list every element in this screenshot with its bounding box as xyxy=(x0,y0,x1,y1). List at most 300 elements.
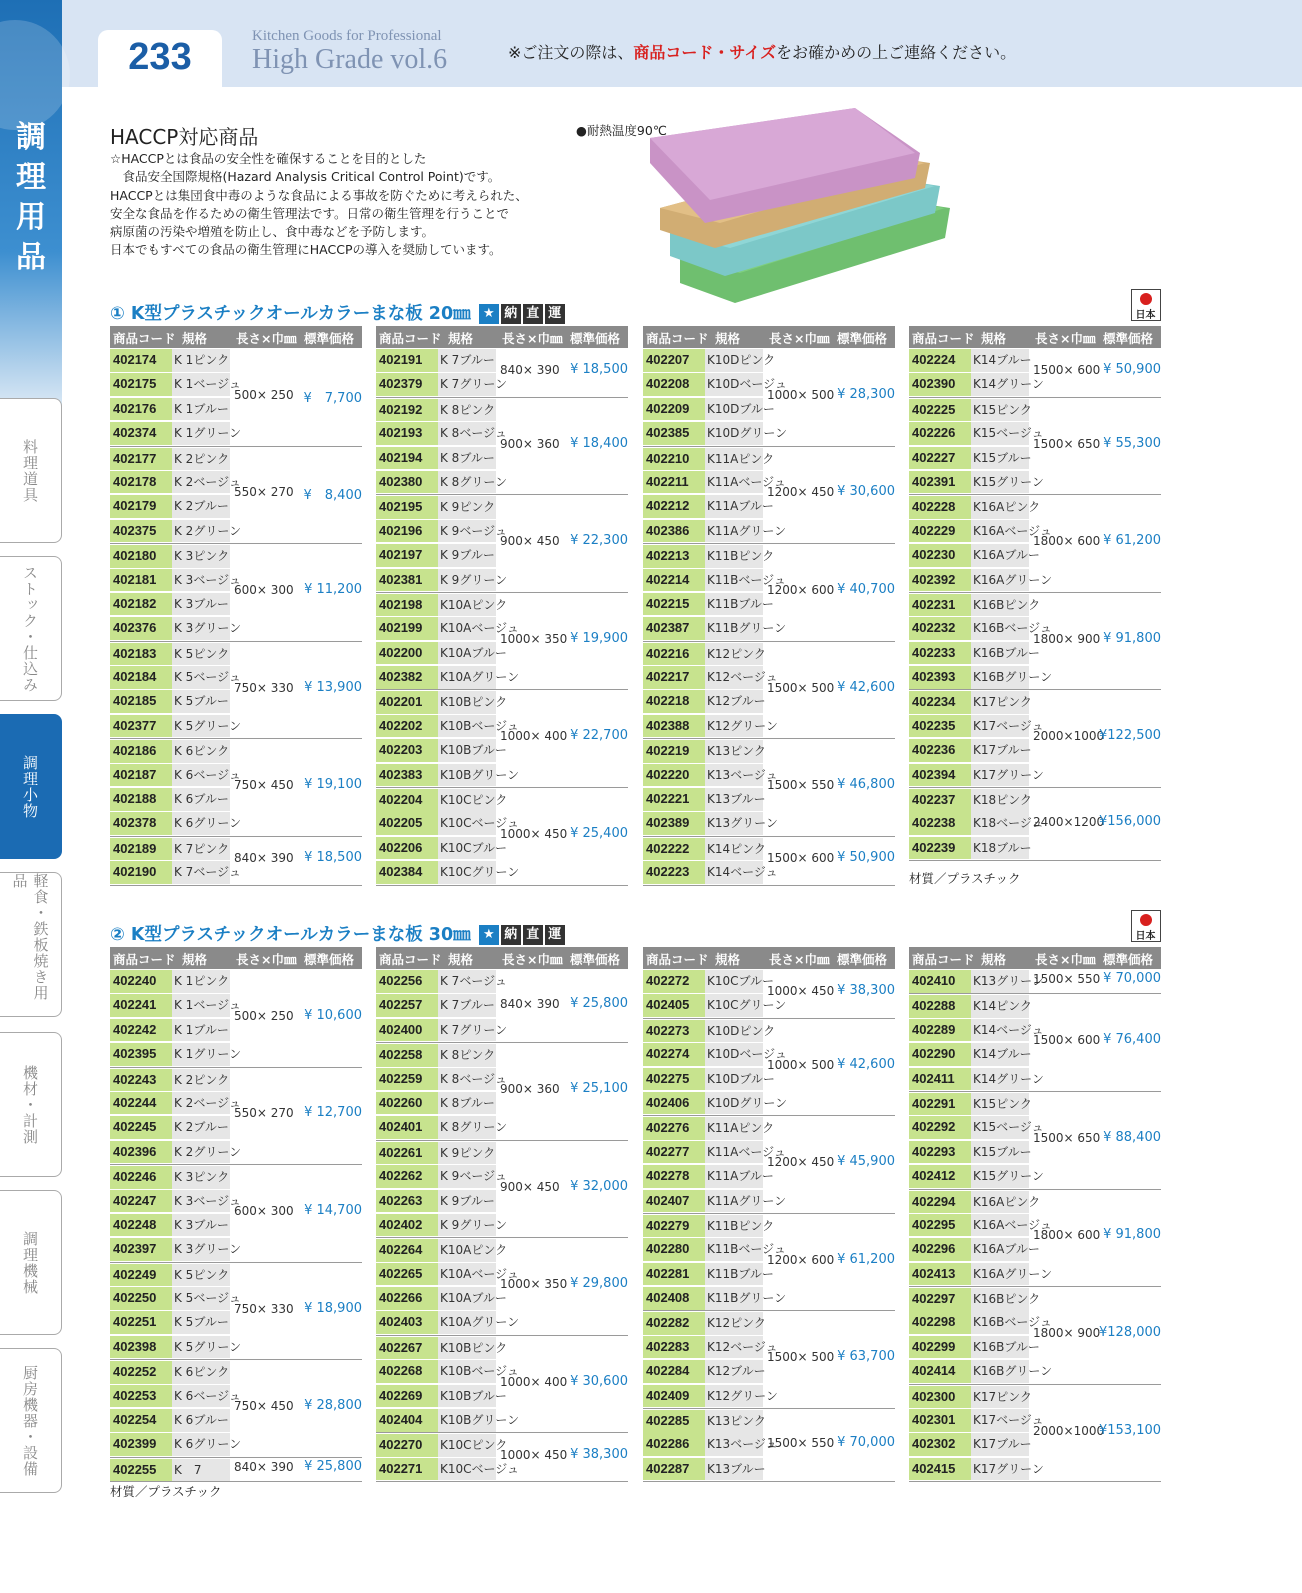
product-spec: K10Aベージュ xyxy=(438,617,496,640)
product-code: 402293 xyxy=(909,1141,971,1164)
product-code: 402241 xyxy=(110,994,172,1017)
product-spec: K16Aピンク xyxy=(971,1191,1029,1214)
product-spec: K10Cベージュ xyxy=(438,1458,496,1481)
product-code: 402298 xyxy=(909,1311,971,1334)
product-spec: K 6ピンク xyxy=(172,1361,230,1384)
product-spec: K 5ベージュ xyxy=(172,666,230,689)
table-header xyxy=(110,947,362,969)
product-code: 402270 xyxy=(376,1434,438,1457)
table-row xyxy=(909,1091,1161,1115)
product-code: 402204 xyxy=(376,789,438,812)
product-spec: K18ベージュ xyxy=(971,812,1029,835)
product-spec: K 3ベージュ xyxy=(172,569,230,592)
product-spec: K 6グリーン xyxy=(172,1433,230,1456)
product-code: 402393 xyxy=(909,666,971,689)
product-code: 402297 xyxy=(909,1288,971,1311)
side-main-char: 調 xyxy=(16,120,46,155)
standard-price: ¥128,000 xyxy=(1099,1325,1162,1340)
brand-line1: Kitchen Goods for Professional xyxy=(252,28,442,44)
side-main-label xyxy=(0,118,62,278)
product-code: 402217 xyxy=(643,666,705,689)
product-code: 402286 xyxy=(643,1433,705,1456)
product-spec: K17グリーン xyxy=(971,1458,1029,1481)
table-row xyxy=(643,519,895,543)
product-code: 402259 xyxy=(376,1068,438,1091)
product-spec: K 5ピンク xyxy=(172,643,230,666)
product-spec: K 2ピンク xyxy=(172,1069,230,1092)
product-spec: K 1ベージュ xyxy=(172,373,230,396)
product-code: 402380 xyxy=(376,471,438,494)
standard-price: ¥ 46,800 xyxy=(837,777,895,793)
table-row xyxy=(909,1189,1161,1213)
board-size: 1000× 500 xyxy=(767,387,835,402)
product-code: 402260 xyxy=(376,1092,438,1115)
board-size: 1500× 600 xyxy=(1033,1033,1101,1048)
header-cell: 商品コード xyxy=(646,952,709,967)
haccp-title: HACCP対応商品 xyxy=(110,125,259,149)
side-tab-measuring[interactable] xyxy=(0,1032,62,1177)
product-code: 402264 xyxy=(376,1239,438,1262)
product-spec: K 8ベージュ xyxy=(438,422,496,445)
product-spec: K 7ブルー xyxy=(438,994,496,1017)
board-size: 1200× 600 xyxy=(767,1252,835,1267)
header-cell: 商品コード xyxy=(379,952,442,967)
header-cell: 商品コード xyxy=(912,331,975,346)
header-cell: 長さ×巾㎜ xyxy=(236,331,297,346)
product-code: 402282 xyxy=(643,1312,705,1335)
product-code: 402389 xyxy=(643,812,705,835)
header-cell: 商品コード xyxy=(113,952,176,967)
product-code: 402188 xyxy=(110,788,172,811)
product-spec: K10Cブルー xyxy=(438,837,496,860)
product-code: 402198 xyxy=(376,594,438,617)
board-size: 750× 330 xyxy=(234,680,294,695)
product-code: 402227 xyxy=(909,447,971,470)
table-row xyxy=(376,787,628,811)
standard-price: ¥ 8,400 xyxy=(303,488,362,504)
product-spec: K 2グリーン xyxy=(172,1141,230,1164)
section2-table-col3 xyxy=(643,947,895,1482)
product-spec: K 1ベージュ xyxy=(172,994,230,1017)
product-code: 402285 xyxy=(643,1410,705,1433)
board-size: 1500× 500 xyxy=(767,680,835,695)
table-header xyxy=(909,947,1161,969)
product-code: 402209 xyxy=(643,398,705,421)
product-spec: K12ベージュ xyxy=(705,666,763,689)
product-code: 402208 xyxy=(643,373,705,396)
product-spec: K10Dベージュ xyxy=(705,373,763,396)
product-spec: K16Bブルー xyxy=(971,642,1029,665)
standard-price: ¥ 14,700 xyxy=(304,1203,362,1218)
product-spec: K17ブルー xyxy=(971,1433,1029,1456)
haccp-description: ☆HACCPとは食品の安全性を確保することを目的とした 食品安全国際規格(Hazard Analysis Critical Control Point)です。 HACCPとは集団食中毒のような食品による事故を防ぐために考えられた、 安全な食品を作るための衛生管理法です。日常の衛生管理を行うことで 病原菌の汚染や増殖を防止し、食中毒などを予防します。 日本でもすべての食品の衛生管理にHACCPの導入を奨励しています。 xyxy=(110,151,528,258)
standard-price: ¥ 18,500 xyxy=(570,362,628,378)
product-spec: K10Aブルー xyxy=(438,642,496,665)
product-code: 402230 xyxy=(909,544,971,567)
product-code: 402225 xyxy=(909,399,971,422)
header-cell: 長さ×巾㎜ xyxy=(236,952,297,967)
product-code: 402237 xyxy=(909,789,971,812)
origin-label: 日本 xyxy=(1135,310,1156,321)
header-cell: 商品コード xyxy=(646,331,709,346)
product-code: 402239 xyxy=(909,837,971,860)
product-spec: K18ピンク xyxy=(971,789,1029,812)
page-number: 233 xyxy=(128,36,192,78)
product-spec: K10Aグリーン xyxy=(438,1311,496,1334)
table-row xyxy=(643,348,895,372)
product-code: 402414 xyxy=(909,1360,971,1383)
board-size: 1000× 450 xyxy=(767,984,835,999)
side-tab-label: 調理機械 xyxy=(21,1230,39,1295)
side-main-char: 用 xyxy=(16,200,46,235)
board-size: 900× 360 xyxy=(500,1082,560,1096)
product-spec: K11Aグリーン xyxy=(705,1190,763,1213)
product-spec: K16Bグリーン xyxy=(971,666,1029,689)
table-row xyxy=(909,1457,1161,1481)
product-code: 402404 xyxy=(376,1409,438,1432)
table-row xyxy=(643,714,895,738)
standard-price: ¥ 18,400 xyxy=(570,435,628,451)
product-spec: K13ベージュ xyxy=(705,1433,763,1456)
product-code: 402407 xyxy=(643,1190,705,1213)
product-code: 402291 xyxy=(909,1093,971,1116)
product-spec: K 1ピンク xyxy=(172,349,230,372)
table-row xyxy=(909,1286,1161,1310)
board-size: 500× 250 xyxy=(234,387,294,402)
header-cell: 規格 xyxy=(182,331,208,346)
product-spec: K 3ピンク xyxy=(172,545,230,568)
standard-price: ¥ 38,300 xyxy=(570,1447,628,1462)
table-row xyxy=(643,1408,895,1432)
header-cell: 長さ×巾㎜ xyxy=(502,331,563,346)
product-spec: K10Bピンク xyxy=(438,691,496,714)
product-code: 402376 xyxy=(110,617,172,640)
board-size: 750× 450 xyxy=(234,778,294,793)
product-spec: K 9ピンク xyxy=(438,496,496,519)
standard-price: ¥ 28,300 xyxy=(837,386,895,402)
product-code: 402258 xyxy=(376,1044,438,1067)
standard-price: ¥153,100 xyxy=(1099,1422,1162,1438)
product-spec: K13ピンク xyxy=(705,740,763,763)
product-code: 402219 xyxy=(643,740,705,763)
side-tab-kitchen-accessories[interactable] xyxy=(0,714,62,859)
table-row xyxy=(643,811,895,835)
product-code: 402288 xyxy=(909,995,971,1018)
product-code: 402210 xyxy=(643,448,705,471)
product-spec: K 7ベージュ xyxy=(172,861,230,884)
product-spec: K14ベージュ xyxy=(971,1019,1029,1042)
product-spec: K10Bグリーン xyxy=(438,764,496,787)
product-code: 402398 xyxy=(110,1336,172,1359)
product-code: 402189 xyxy=(110,838,172,861)
board-size: 1500× 550 xyxy=(1033,972,1101,987)
side-tab-stock[interactable] xyxy=(0,556,62,701)
direct-badge-icon: 直 xyxy=(523,304,543,324)
table-row xyxy=(909,1359,1161,1383)
product-code: 402287 xyxy=(643,1458,705,1481)
product-spec: K 7グリーン xyxy=(438,1019,496,1042)
product-code: 402175 xyxy=(110,373,172,396)
product-spec: K10Aピンク xyxy=(438,594,496,617)
product-spec: K 9ピンク xyxy=(438,1142,496,1165)
header-cell: 標準価格 xyxy=(570,331,621,346)
side-tab-label: 料理道具 xyxy=(21,438,39,503)
product-code: 402377 xyxy=(110,715,172,738)
product-spec: K17ブルー xyxy=(971,739,1029,762)
product-code: 402268 xyxy=(376,1360,438,1383)
flag-dot-icon xyxy=(1140,914,1152,926)
product-code: 402300 xyxy=(909,1386,971,1409)
product-code: 402403 xyxy=(376,1311,438,1334)
product-code: 402174 xyxy=(110,349,172,372)
table-row xyxy=(376,665,628,689)
side-main-char: 品 xyxy=(16,240,46,275)
product-spec: K 5ベージュ xyxy=(172,1287,230,1310)
table-row xyxy=(376,1237,628,1261)
order-notice xyxy=(508,40,1016,63)
table-row xyxy=(909,836,1161,860)
product-code: 402405 xyxy=(643,994,705,1017)
product-spec: K15ブルー xyxy=(971,447,1029,470)
board-size: 1000× 500 xyxy=(767,1057,835,1072)
product-code: 402220 xyxy=(643,764,705,787)
product-spec: K11Aピンク xyxy=(705,1117,763,1140)
product-code: 402289 xyxy=(909,1019,971,1042)
product-code: 402383 xyxy=(376,764,438,787)
heat-resistance: ●耐熱温度90℃ xyxy=(576,123,667,138)
standard-price: ¥ 63,700 xyxy=(837,1349,895,1365)
product-code: 402183 xyxy=(110,643,172,666)
product-spec: K17ベージュ xyxy=(971,715,1029,738)
product-code: 402386 xyxy=(643,520,705,543)
product-spec: K13ブルー xyxy=(705,788,763,811)
product-code: 402251 xyxy=(110,1311,172,1334)
product-spec: K 1グリーン xyxy=(172,422,230,445)
section1-title-text: ① K型プラスチックオールカラーまな板 20㎜ xyxy=(110,304,471,324)
product-spec: K 7ブルー xyxy=(438,349,496,372)
product-code: 402388 xyxy=(643,715,705,738)
table-row xyxy=(110,446,362,470)
standard-price: ¥ 22,700 xyxy=(570,728,628,744)
table-bottom-rule xyxy=(376,885,628,886)
standard-price: ¥ 42,600 xyxy=(837,679,895,695)
product-spec: K11Aグリーン xyxy=(705,520,763,543)
product-code: 402276 xyxy=(643,1117,705,1140)
product-spec: K 1ブルー xyxy=(172,398,230,421)
product-code: 402406 xyxy=(643,1092,705,1115)
section2-table-col4 xyxy=(909,947,1161,1482)
product-spec: K 8ピンク xyxy=(438,1044,496,1067)
notice-post: をお確かめの上ご連絡ください。 xyxy=(776,43,1017,62)
table-row xyxy=(643,1384,895,1408)
product-spec: K 8ベージュ xyxy=(438,1068,496,1091)
decor-circle xyxy=(0,20,70,130)
table-row xyxy=(643,421,895,445)
table-row xyxy=(376,1018,628,1042)
product-code: 402205 xyxy=(376,812,438,835)
product-spec: K 1ピンク xyxy=(172,970,230,993)
product-spec: K10Dブルー xyxy=(705,1068,763,1091)
table-row xyxy=(909,397,1161,421)
product-spec: K11Bベージュ xyxy=(705,1238,763,1261)
product-spec: K 9ベージュ xyxy=(438,520,496,543)
product-code: 402415 xyxy=(909,1458,971,1481)
product-spec: K10Dピンク xyxy=(705,349,763,372)
product-code: 402214 xyxy=(643,569,705,592)
standard-price: ¥ 10,600 xyxy=(304,1007,362,1023)
header-cell: 商品コード xyxy=(113,331,176,346)
product-spec: K10Dグリーン xyxy=(705,422,763,445)
product-code: 402195 xyxy=(376,496,438,519)
product-code: 402186 xyxy=(110,740,172,763)
product-code: 402375 xyxy=(110,520,172,543)
side-tab-snack-griddle[interactable] xyxy=(0,872,62,1017)
product-spec: K16Aピンク xyxy=(971,496,1029,519)
product-code: 402226 xyxy=(909,422,971,445)
product-code: 402182 xyxy=(110,593,172,616)
table-row xyxy=(110,1042,362,1066)
product-code: 402399 xyxy=(110,1433,172,1456)
product-code: 402384 xyxy=(376,861,438,884)
product-spec: K13ベージュ xyxy=(705,764,763,787)
product-code: 402193 xyxy=(376,422,438,445)
product-spec: K 3ベージュ xyxy=(172,1190,230,1213)
section1-material: 材質／プラスチック xyxy=(909,871,1021,886)
product-code: 402203 xyxy=(376,739,438,762)
board-size: 1800× 900 xyxy=(1033,631,1101,646)
product-spec: K11Bピンク xyxy=(705,1215,763,1238)
product-spec: K12ピンク xyxy=(705,1312,763,1335)
made-in-japan-icon xyxy=(1131,910,1161,942)
table-row xyxy=(110,1262,362,1286)
side-tab-cooking-tools[interactable] xyxy=(0,398,62,543)
product-code: 402271 xyxy=(376,1458,438,1481)
standard-price: ¥ 61,200 xyxy=(1103,533,1161,549)
product-code: 402272 xyxy=(643,970,705,993)
product-spec: K10Bベージュ xyxy=(438,1360,496,1383)
product-spec: K10Cグリーン xyxy=(705,994,763,1017)
table-bottom-rule xyxy=(376,1481,628,1482)
table-row xyxy=(110,714,362,738)
table-row xyxy=(110,1164,362,1188)
table-row xyxy=(909,1164,1161,1188)
side-tab-cooking-machines[interactable] xyxy=(0,1190,62,1335)
product-spec: K10Dブルー xyxy=(705,398,763,421)
side-tab-label: 軽食・鉄板焼き用品 xyxy=(10,873,50,1001)
product-spec: K15グリーン xyxy=(971,1165,1029,1188)
made-in-japan-icon xyxy=(1131,289,1161,321)
product-spec: K13ブルー xyxy=(705,1458,763,1481)
table-row xyxy=(909,1384,1161,1408)
product-spec: K15ピンク xyxy=(971,399,1029,422)
table-row xyxy=(110,519,362,543)
delivery-badge-icon: 納 xyxy=(501,304,521,324)
product-code: 402216 xyxy=(643,643,705,666)
standard-price: ¥ 42,600 xyxy=(837,1056,895,1072)
product-code: 402224 xyxy=(909,349,971,372)
standard-price: ¥ 70,000 xyxy=(837,1434,895,1450)
side-tab-kitchen-equipment[interactable] xyxy=(0,1348,62,1493)
standard-price: ¥156,000 xyxy=(1099,813,1162,829)
table-row xyxy=(909,1067,1161,1091)
product-code: 402262 xyxy=(376,1165,438,1188)
standard-price: ¥ 25,800 xyxy=(570,995,628,1011)
table-row xyxy=(643,641,895,665)
product-code: 402280 xyxy=(643,1238,705,1261)
product-code: 402177 xyxy=(110,448,172,471)
header-cell: 標準価格 xyxy=(304,952,355,967)
product-spec: K10Cベージュ xyxy=(438,812,496,835)
table-row xyxy=(909,763,1161,787)
table-row xyxy=(110,1140,362,1164)
product-code: 402266 xyxy=(376,1287,438,1310)
product-spec: K 9ブルー xyxy=(438,544,496,567)
board-size: 840× 390 xyxy=(500,996,560,1011)
product-code: 402267 xyxy=(376,1337,438,1360)
table-row xyxy=(909,1262,1161,1286)
table-header xyxy=(643,326,895,348)
product-spec: K 9グリーン xyxy=(438,569,496,592)
board-size: 550× 270 xyxy=(234,485,294,500)
section1-table-col2 xyxy=(376,326,628,886)
product-code: 402275 xyxy=(643,1068,705,1091)
product-code: 402395 xyxy=(110,1043,172,1066)
product-spec: K17ベージュ xyxy=(971,1409,1029,1432)
product-spec: K12ブルー xyxy=(705,690,763,713)
delivery-badge-icon: 納 xyxy=(501,925,521,945)
product-code: 402391 xyxy=(909,471,971,494)
product-code: 402256 xyxy=(376,970,438,993)
board-size: 750× 450 xyxy=(234,1399,294,1414)
table-row xyxy=(110,1067,362,1091)
standard-price: ¥ 19,100 xyxy=(304,777,362,793)
table-row xyxy=(643,446,895,470)
board-size: 1500× 650 xyxy=(1033,1130,1101,1145)
product-code: 402184 xyxy=(110,666,172,689)
board-size: 900× 450 xyxy=(500,534,560,549)
header-cell: 規格 xyxy=(448,952,474,967)
table-row xyxy=(110,616,362,640)
header-cell: 長さ×巾㎜ xyxy=(1035,952,1096,967)
product-spec: K13ピンク xyxy=(705,1410,763,1433)
product-code: 402192 xyxy=(376,399,438,422)
standard-price: ¥ 50,900 xyxy=(837,850,895,866)
direct-badge-icon: 直 xyxy=(523,925,543,945)
table-row xyxy=(643,1310,895,1334)
table-row xyxy=(376,860,628,884)
board-size: 1200× 600 xyxy=(767,583,835,597)
table-row xyxy=(643,1018,895,1042)
board-size: 1800× 600 xyxy=(1033,534,1101,549)
standard-price: ¥ 22,300 xyxy=(570,533,628,549)
product-spec: K15ピンク xyxy=(971,1093,1029,1116)
product-spec: K16Aベージュ xyxy=(971,520,1029,543)
standard-price: ¥ 25,100 xyxy=(570,1081,628,1096)
board-size: 1500× 550 xyxy=(767,778,835,793)
product-code: 402295 xyxy=(909,1214,971,1237)
standard-price: ¥ 40,700 xyxy=(837,582,895,597)
board-size: 1500× 550 xyxy=(767,1435,835,1450)
product-code: 402390 xyxy=(909,373,971,396)
product-spec: K 6ベージュ xyxy=(172,764,230,787)
product-spec: K11Aベージュ xyxy=(705,1141,763,1164)
product-spec: K12ピンク xyxy=(705,643,763,666)
product-code: 402299 xyxy=(909,1336,971,1359)
section1-table-col1 xyxy=(110,326,362,886)
table-row xyxy=(376,1335,628,1359)
table-row xyxy=(643,1213,895,1237)
product-code: 402301 xyxy=(909,1409,971,1432)
